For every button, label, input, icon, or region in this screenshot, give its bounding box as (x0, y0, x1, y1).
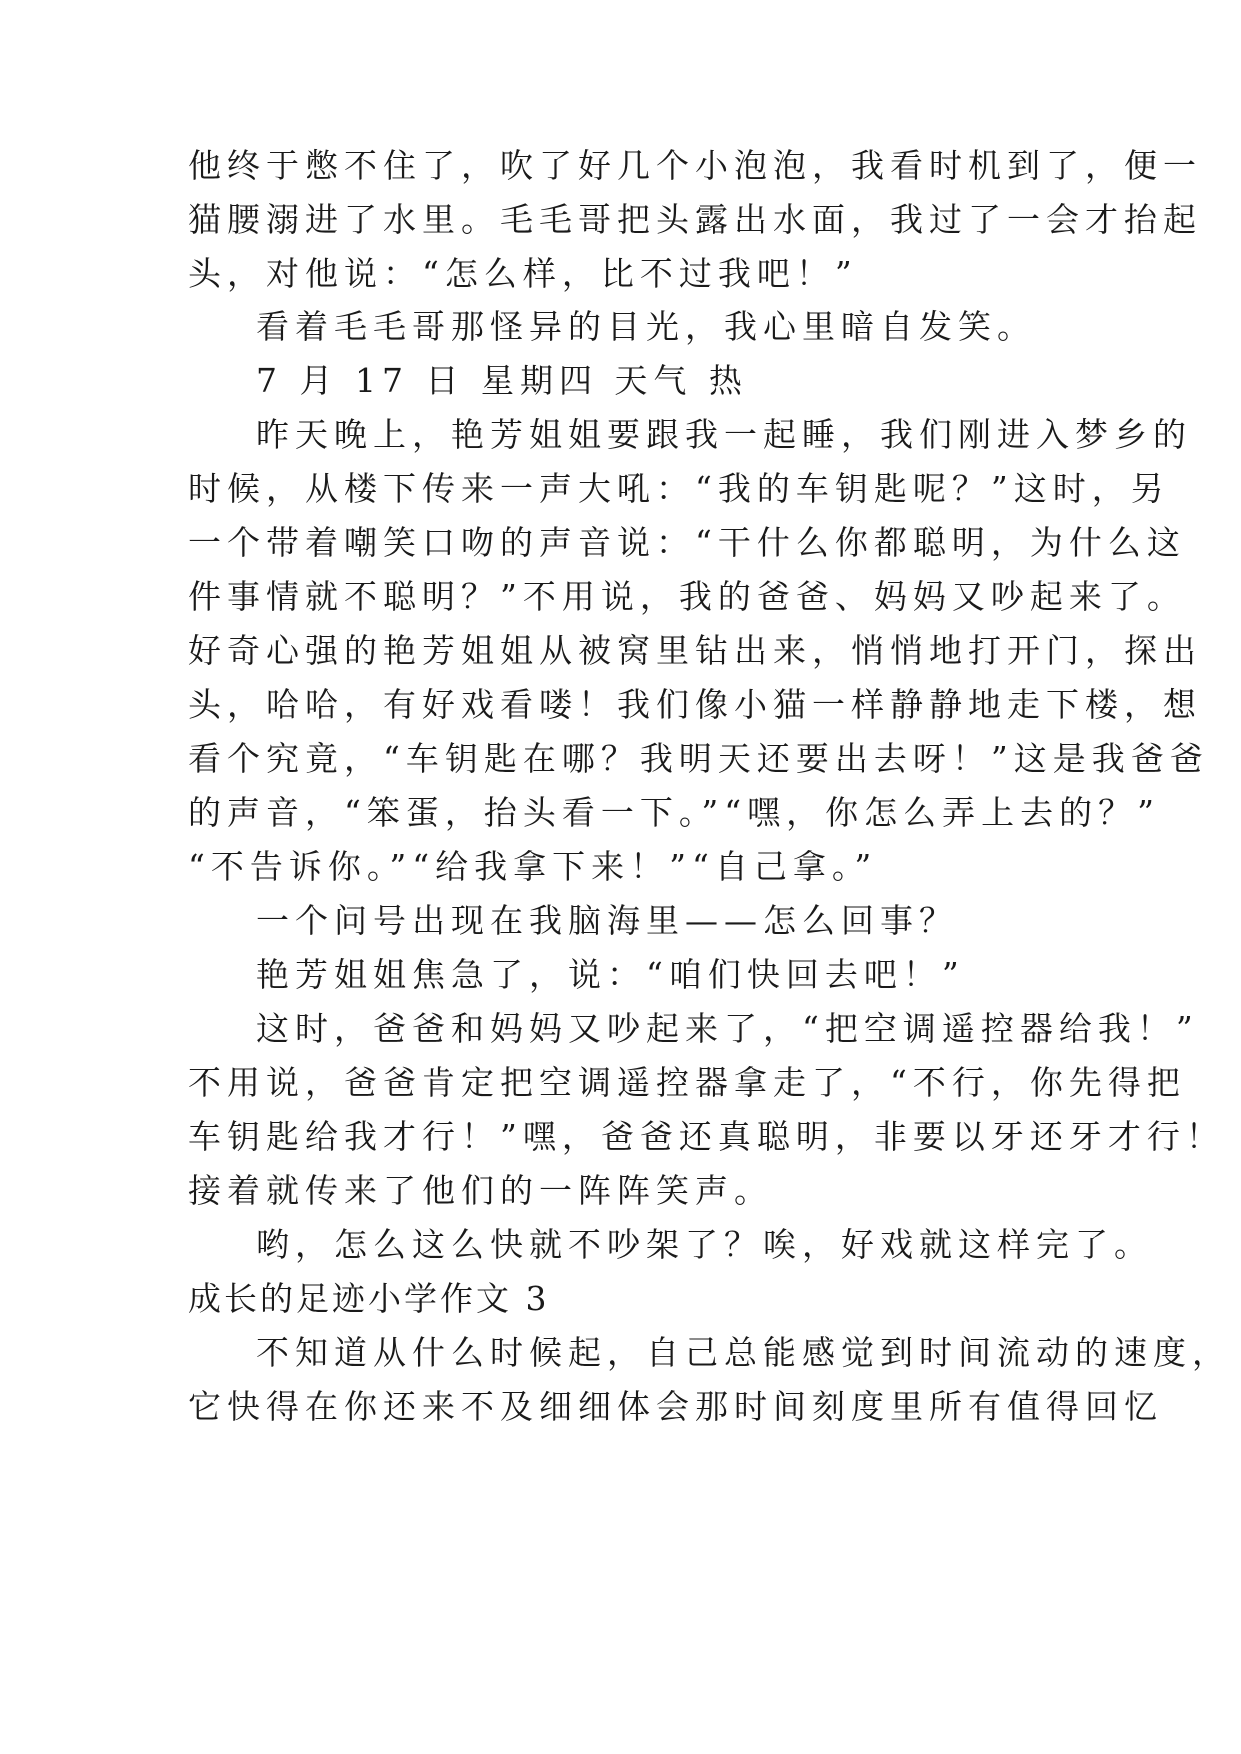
text-line: 这时，爸爸和妈妈又吵起来了，“把空调遥控器给我！” (256, 1009, 1199, 1048)
text-line: 不知道从什么时候起，自己总能感觉到时间流动的速度， (256, 1333, 1231, 1372)
text-line: 不用说，爸爸肯定把空调遥控器拿走了，“不行，你先得把 (188, 1063, 1186, 1102)
text-line: 它快得在你还来不及细细体会那时间刻度里所有值得回忆 (188, 1387, 1163, 1426)
text-line: 看着毛毛哥那怪异的目光，我心里暗自发笑。 (256, 307, 1036, 346)
text-line: 好奇心强的艳芳姐姐从被窝里钻出来，悄悄地打开门，探出 (188, 631, 1202, 670)
text-line: 头，对他说：“怎么样，比不过我吧！” (188, 254, 858, 293)
text-line: 接着就传来了他们的一阵阵笑声。 (188, 1171, 773, 1210)
text-line: 的声音，“笨蛋，抬头看一下。”“嘿，你怎么弄上去的？” (188, 793, 1160, 832)
text-line: 件事情就不聪明？”不用说，我的爸爸、妈妈又吵起来了。 (188, 577, 1186, 616)
section-heading: 成长的足迹小学作文 3 (188, 1279, 550, 1318)
text-line: 猫腰溺进了水里。毛毛哥把头露出水面，我过了一会才抬起 (188, 200, 1202, 239)
text-line: 哟，怎么这么快就不吵架了？唉，好戏就这样完了。 (256, 1225, 1153, 1264)
text-line: 艳芳姐姐焦急了，说：“咱们快回去吧！” (256, 955, 965, 994)
text-line: 时候，从楼下传来一声大吼：“我的车钥匙呢？”这时，另 (188, 469, 1170, 508)
text-line: 看个究竟，“车钥匙在哪？我明天还要出去呀！”这是我爸爸 (188, 739, 1209, 778)
text-line: 他终于憋不住了，吹了好几个小泡泡，我看时机到了，便一 (188, 146, 1202, 185)
text-line: “不告诉你。”“给我拿下来！”“自己拿。” (188, 847, 878, 886)
text-line: 车钥匙给我才行！”嘿，爸爸还真聪明，非要以牙还牙才行！ (188, 1117, 1225, 1156)
text-line: 一个带着嘲笑口吻的声音说：“干什么你都聪明，为什么这 (188, 523, 1186, 562)
text-line: 头，哈哈，有好戏看喽！我们像小猫一样静静地走下楼，想 (188, 685, 1202, 724)
diary-date-line: 7 月 17 日 星期四 天气 热 (256, 361, 748, 400)
text-line: 昨天晚上，艳芳姐姐要跟我一起睡，我们刚进入梦乡的 (256, 415, 1192, 454)
text-line: 一个问号出现在我脑海里——怎么回事？ (256, 901, 958, 940)
